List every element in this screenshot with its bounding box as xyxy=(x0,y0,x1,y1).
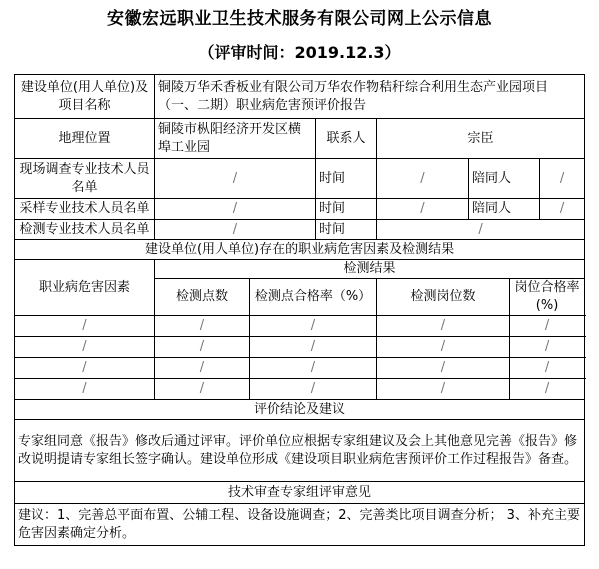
survey-companion-value: / xyxy=(540,159,585,199)
table-cell: / xyxy=(377,337,510,358)
table-cell: / xyxy=(250,379,377,400)
survey-companion-label: 陪同人 xyxy=(469,159,540,199)
expert-opinion-header: 技术审查专家组评审意见 xyxy=(15,482,585,504)
hazards-section-header: 建设单位(用人单位)存在的职业病危害因素及检测结果 xyxy=(15,240,585,260)
table-cell: / xyxy=(155,316,250,337)
sampling-companion-label: 陪同人 xyxy=(469,199,540,220)
sampling-time-value: / xyxy=(377,199,469,220)
col-point-pass-rate: 检测点合格率（%） xyxy=(250,279,377,316)
testing-time-label: 时间 xyxy=(316,220,377,240)
sampling-staff-label: 采样专业技术人员名单 xyxy=(15,199,155,220)
table-cell: / xyxy=(510,337,585,358)
contact-label: 联系人 xyxy=(316,119,377,159)
testing-staff-value: / xyxy=(155,220,316,240)
test-results-header: 检测结果 xyxy=(155,260,585,279)
unit-value: 铜陵万华禾香板业有限公司万华农作物秸秆综合利用生态产业园项目（一、二期）职业病危害预评价报告 xyxy=(155,75,585,119)
col-test-posts: 检测岗位数 xyxy=(377,279,510,316)
table-cell: / xyxy=(250,316,377,337)
unit-label: 建设单位(用人单位)及项目名称 xyxy=(15,75,155,119)
table-cell: / xyxy=(510,379,585,400)
table-cell: / xyxy=(155,337,250,358)
survey-time-label: 时间 xyxy=(316,159,377,199)
table-cell: / xyxy=(15,358,155,379)
testing-time-value: / xyxy=(377,220,585,240)
table-row xyxy=(15,316,585,337)
location-label: 地理位置 xyxy=(15,119,155,159)
survey-time-value: / xyxy=(377,159,469,199)
info-table xyxy=(14,74,585,546)
survey-staff-label: 现场调查专业技术人员名单 xyxy=(15,159,155,199)
table-row xyxy=(15,337,585,358)
sampling-companion-value: / xyxy=(540,199,585,220)
table-cell: / xyxy=(377,358,510,379)
col-post-pass-rate: 岗位合格率(%) xyxy=(510,279,585,316)
table-cell: / xyxy=(510,316,585,337)
review-time: （评审时间：2019.12.3） xyxy=(198,43,401,62)
table-cell: / xyxy=(155,379,250,400)
expert-opinion-text: 建议：1、完善总平面布置、公辅工程、设备设施调查；2、完善类比项目调查分析； 3、补充主要危害因素确定分析。 xyxy=(15,504,585,546)
sampling-time-label: 时间 xyxy=(316,199,377,220)
table-cell: / xyxy=(15,316,155,337)
table-cell: / xyxy=(377,316,510,337)
document-title: 安徽宏远职业卫生技术服务有限公司网上公示信息 xyxy=(107,9,492,29)
conclusion-header: 评价结论及建议 xyxy=(15,400,585,420)
table-row xyxy=(15,358,585,379)
table-cell: / xyxy=(15,337,155,358)
hazard-factor-header: 职业病危害因素 xyxy=(15,260,155,316)
testing-staff-label: 检测专业技术人员名单 xyxy=(15,220,155,240)
table-cell: / xyxy=(15,379,155,400)
conclusion-text: 专家组同意《报告》修改后通过评审。评价单位应根据专家组建议及会上其他意见完善《报告》修改说明提请专家组长签字确认。建设单位形成《建设项目职业病危害预评价工作过程报告》备查。 xyxy=(15,420,585,482)
table-row xyxy=(15,379,585,400)
location-value: 铜陵市枞阳经济开发区横埠工业园 xyxy=(155,119,316,159)
survey-staff-value: / xyxy=(155,159,316,199)
sampling-staff-value: / xyxy=(155,199,316,220)
contact-value: 宗臣 xyxy=(377,119,585,159)
table-cell: / xyxy=(250,358,377,379)
table-cell: / xyxy=(377,379,510,400)
table-cell: / xyxy=(250,337,377,358)
table-cell: / xyxy=(155,358,250,379)
table-cell: / xyxy=(510,358,585,379)
col-test-points: 检测点数 xyxy=(155,279,250,316)
